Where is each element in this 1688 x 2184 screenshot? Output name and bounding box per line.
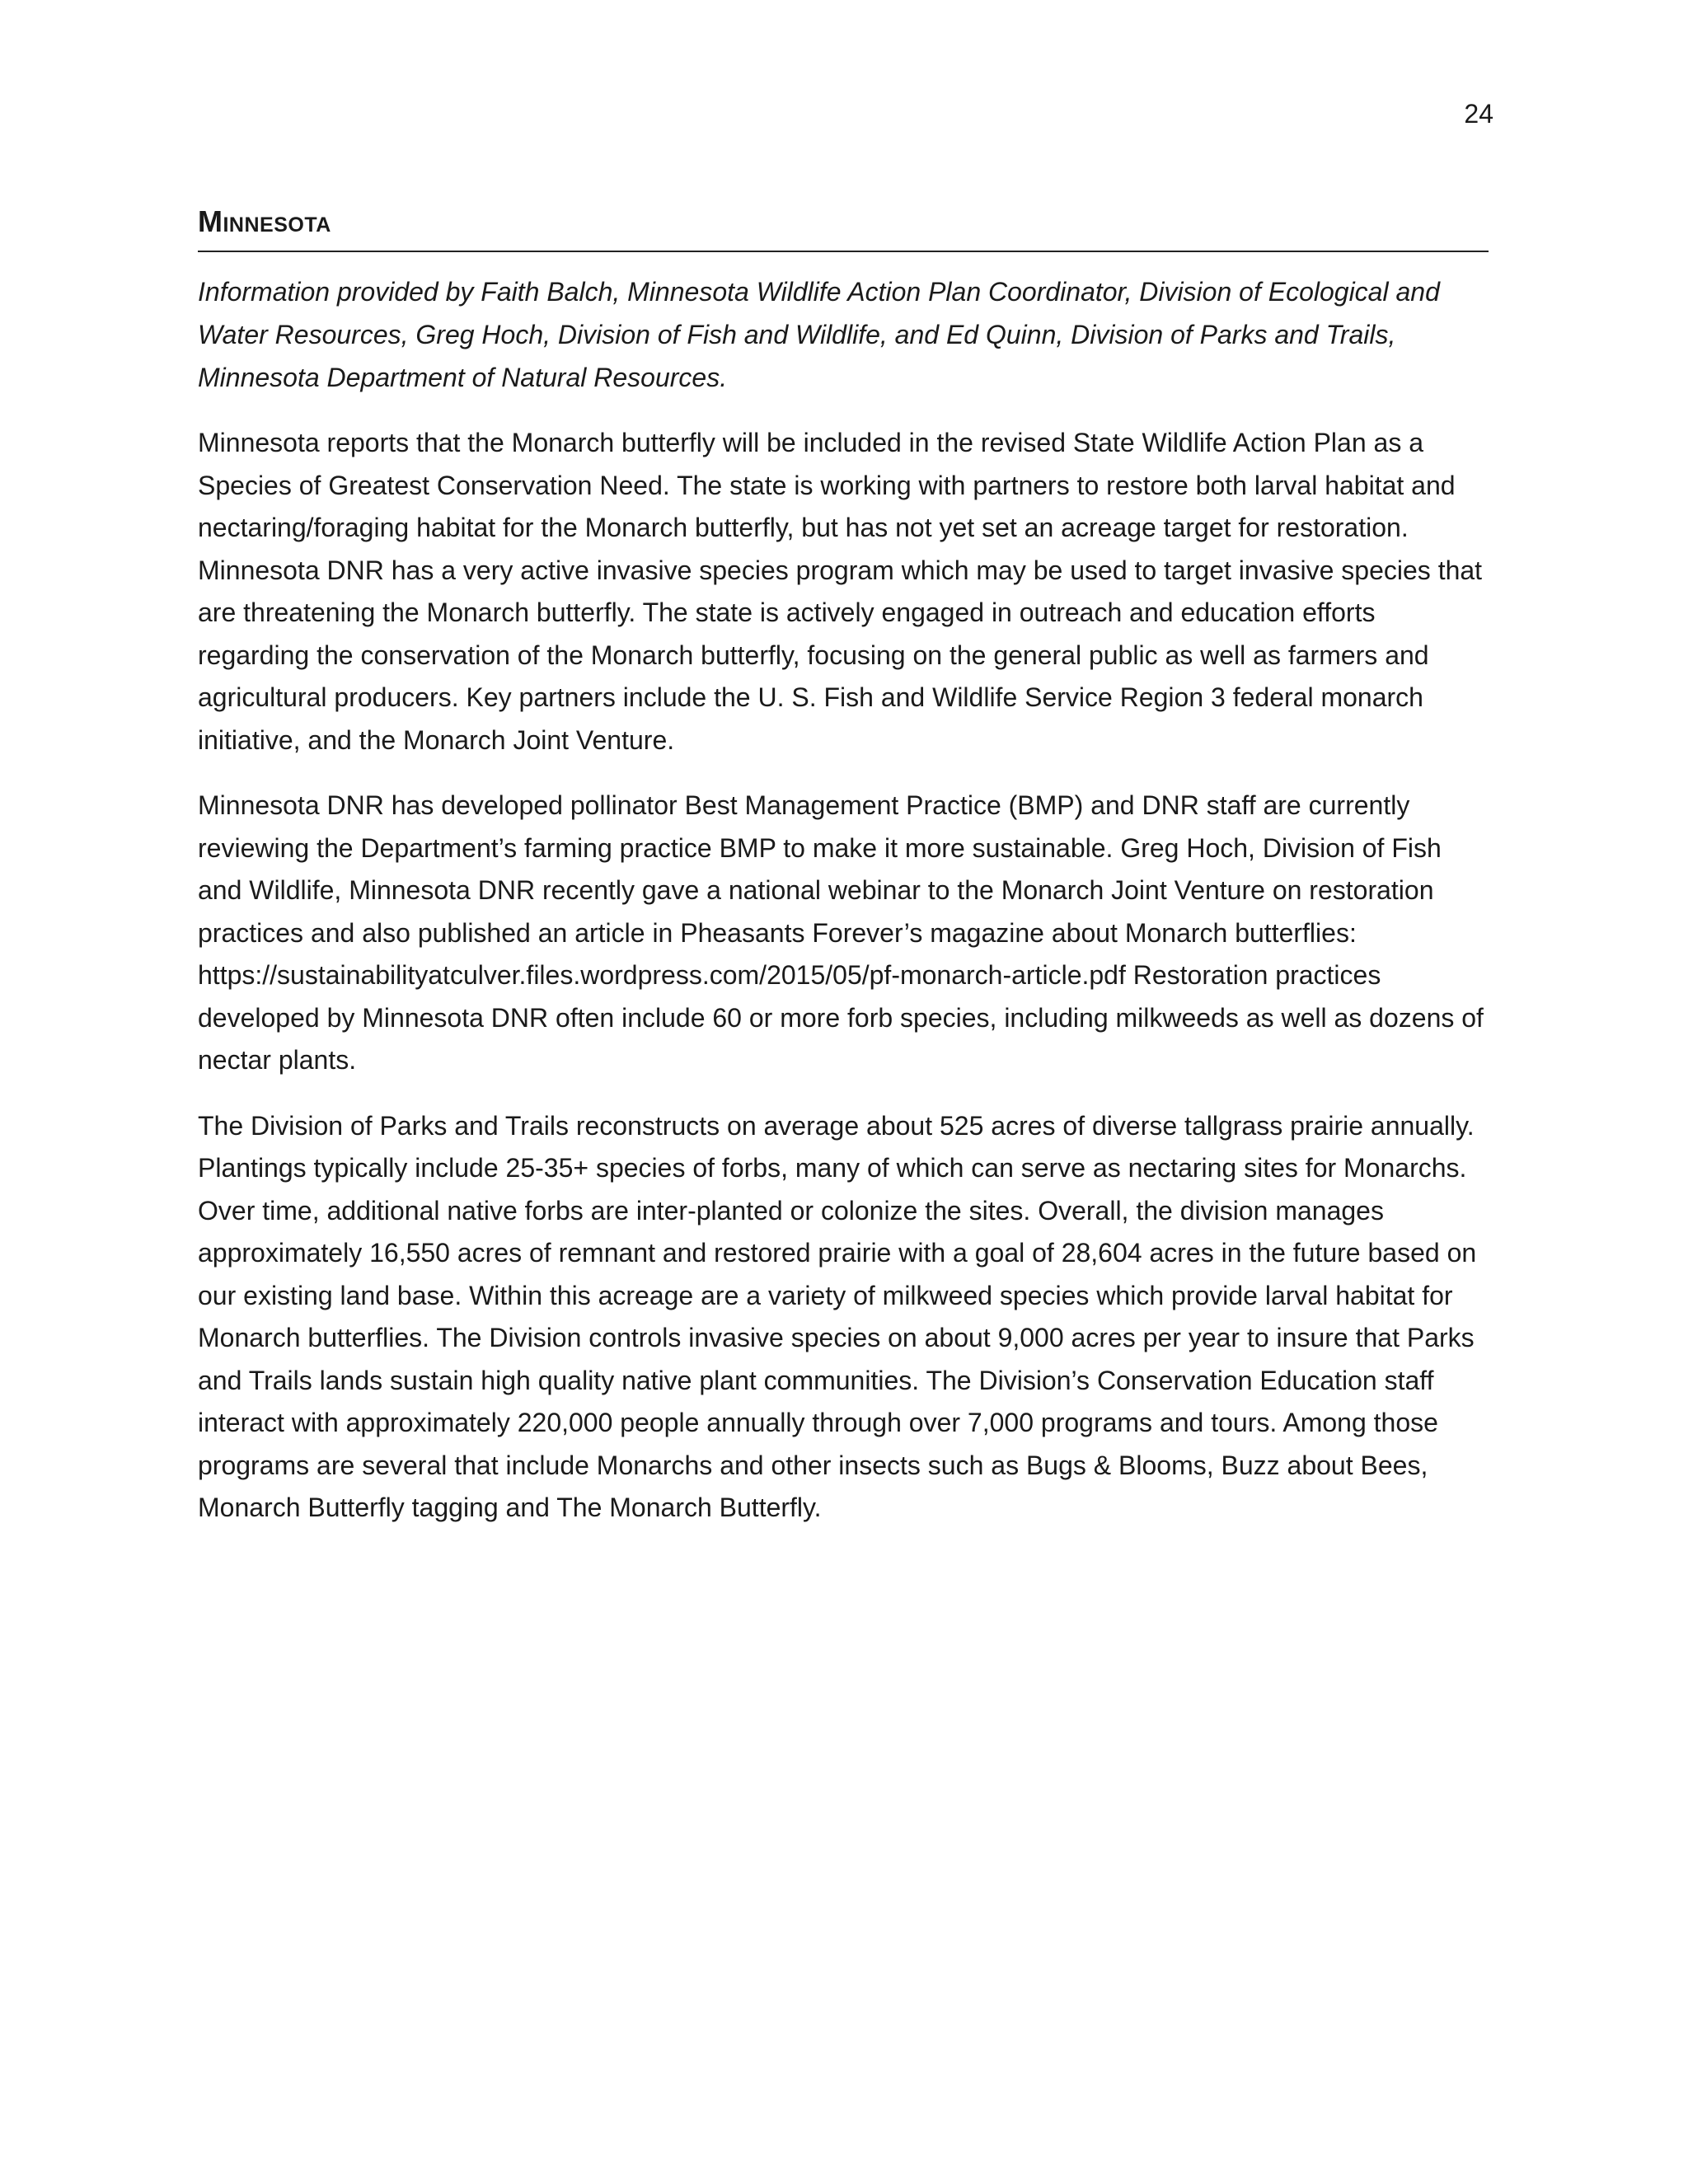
attribution-note: Information provided by Faith Balch, Minnesota Wildlife Action Plan Coordinator, Division of Ecological and Water Resources, Greg Hoch, Division of Fish and Wildlife, and Ed Quinn, Division of Parks and Trails, Minnesota Department of Natural Resources. — [198, 277, 1440, 392]
paragraph-overview: Minnesota reports that the Monarch butterfly will be included in the revised State Wildlife Action Plan as a Species of Greatest Conservation Need. The state is working with partners to restore both larval habitat and nectaring/foraging habitat for the Monarch butterfly, but has not yet set an acreage target for restoration. Minnesota DNR has a very active invasive species program which may be used to target invasive species that are threatening the Monarch butterfly. The state is actively engaged in outreach and education efforts regarding the conservation of the Monarch butterfly, focusing on the general public as well as farmers and agricultural producers. Key partners include the U. S. Fish and Wildlife Service Region 3 federal monarch initiative, and the Monarch Joint Venture. — [198, 428, 1483, 755]
paragraph-parks-trails: The Division of Parks and Trails reconstructs on average about 525 acres of diverse tallgrass prairie annually. Plantings typically include 25-35+ species of forbs, many of which can serve as nectaring sites for Monarchs. Over time, additional native forbs are inter-planted or colonize the sites. Overall, the division manages approximately 16,550 acres of remnant and restored prairie with a goal of 28,604 acres in the future based on our existing land base. Within this acreage are a variety of milkweed species which provide larval habitat for Monarch butterflies. The Division controls invasive species on about 9,000 acres per year to insure that Parks and Trails lands sustain high quality native plant communities. The Division’s Conservation Education staff interact with approximately 220,000 people annually through over 7,000 programs and tours. Among those programs are several that include Monarchs and other insects such as Bugs & Blooms, Buzz about Bees, Monarch Butterfly tagging and The Monarch Butterfly. — [198, 1110, 1477, 1522]
section-minnesota — [198, 204, 1489, 1530]
section-heading: Minnesota — [198, 204, 1489, 252]
page-number: 24 — [1464, 99, 1493, 129]
paragraph-bmp: Minnesota DNR has developed pollinator Best Management Practice (BMP) and DNR staff are currently reviewing the Department’s farming practice BMP to make it more sustainable. Greg Hoch, Division of Fish and Wildlife, Minnesota DNR recently gave a national webinar to the Monarch Joint Venture on restoration practices and also published an article in Pheasants Forever’s magazine about Monarch butterflies: https://sustainabilityatculver.files.wordpress.com/2015/05/pf-monarch-article.pdf Restoration practices developed by Minnesota DNR often include 60 or more forb species, including milkweeds as well as dozens of nectar plants. — [198, 790, 1484, 1075]
